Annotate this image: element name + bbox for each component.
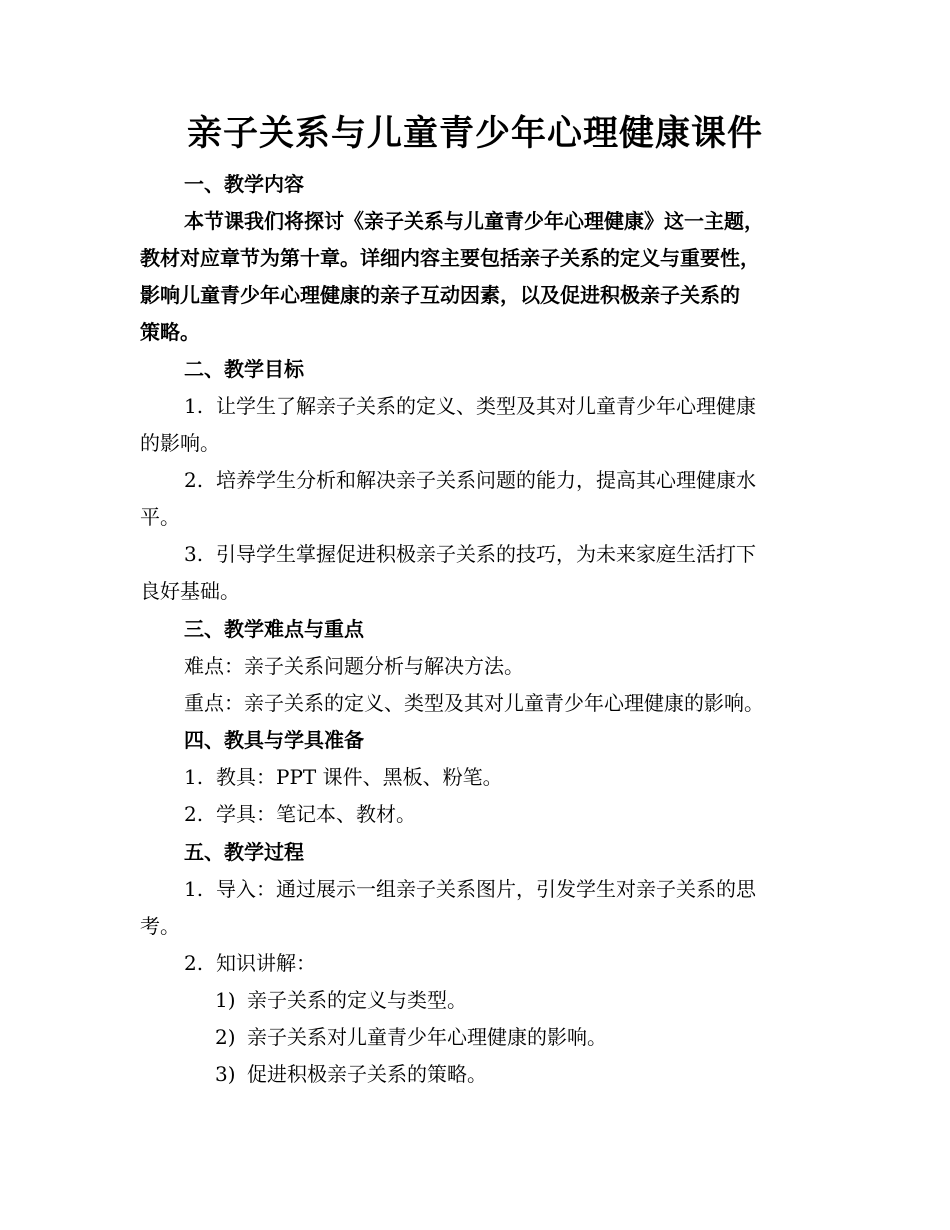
intro-paragraph-line-2: 教材对应章节为第十章。详细内容主要包括亲子关系的定义与重要性， [140, 246, 760, 270]
subitem-number: 1) [215, 988, 236, 1012]
document-title: 亲子关系与儿童青少年心理健康课件 [186, 113, 763, 154]
process-step-number: 1. [184, 877, 204, 901]
objective-text-line-1: 引导学生掌握促进积极亲子关系的技巧，为未来家庭生活打下 [216, 542, 756, 566]
objective-number: 3. [184, 542, 204, 566]
subitem-text: 亲子关系对儿童青少年心理健康的影响。 [247, 1025, 607, 1049]
section-heading-content: 一、教学内容 [184, 172, 304, 196]
process-subitem-3 [140, 1056, 885, 1093]
key-point-text: 重点：亲子关系的定义、类型及其对儿童青少年心理健康的影响。 [184, 691, 764, 715]
process-step-number: 2. [184, 951, 204, 975]
subitem-number: 3) [215, 1062, 236, 1086]
intro-paragraph-line-3: 影响儿童青少年心理健康的亲子互动因素，以及促进积极亲子关系的 [140, 283, 740, 307]
difficulty-text: 难点：亲子关系问题分析与解决方法。 [184, 654, 524, 678]
objective-text-line-1: 让学生了解亲子关系的定义、类型及其对儿童青少年心理健康 [216, 394, 756, 418]
objective-item-2 [140, 462, 854, 499]
process-step-text: 知识讲解： [216, 951, 316, 975]
section-heading-materials: 四、教具与学具准备 [184, 728, 364, 752]
subitem-text: 亲子关系的定义与类型。 [247, 988, 467, 1012]
intro-paragraph-line-1: 本节课我们将探讨《亲子关系与儿童青少年心理健康》这一主题， [184, 209, 764, 233]
section-heading-process: 五、教学过程 [184, 840, 304, 864]
materials-number: 1. [184, 765, 204, 789]
subitem-number: 2) [215, 1025, 236, 1049]
process-subitem-2 [140, 1019, 885, 1056]
process-subitem-1 [140, 982, 885, 1019]
objective-text-line-2: 平。 [140, 505, 180, 529]
materials-item-2 [140, 796, 854, 833]
objective-item-1 [140, 388, 854, 425]
objective-number: 1. [184, 394, 204, 418]
objective-text-line-2: 的影响。 [140, 431, 220, 455]
process-step-text-line-1: 导入：通过展示一组亲子关系图片，引发学生对亲子关系的思 [216, 877, 756, 901]
process-step-text-line-2: 考。 [140, 914, 180, 938]
objective-text-line-1: 培养学生分析和解决亲子关系问题的能力，提高其心理健康水 [216, 468, 756, 492]
section-heading-difficulties: 三、教学难点与重点 [184, 617, 364, 641]
objective-text-line-2: 良好基础。 [140, 579, 240, 603]
subitem-text: 促进积极亲子关系的策略。 [247, 1062, 487, 1086]
section-heading-objectives: 二、教学目标 [184, 357, 304, 381]
materials-item-1 [140, 759, 854, 796]
process-step-2 [140, 945, 854, 982]
objective-number: 2. [184, 468, 204, 492]
materials-text: 教具：PPT 课件、黑板、粉笔。 [216, 765, 503, 789]
materials-number: 2. [184, 802, 204, 826]
materials-text: 学具：笔记本、教材。 [216, 802, 416, 826]
objective-item-3 [140, 536, 854, 573]
process-step-1 [140, 871, 854, 908]
intro-paragraph-line-4: 策略。 [140, 320, 200, 344]
